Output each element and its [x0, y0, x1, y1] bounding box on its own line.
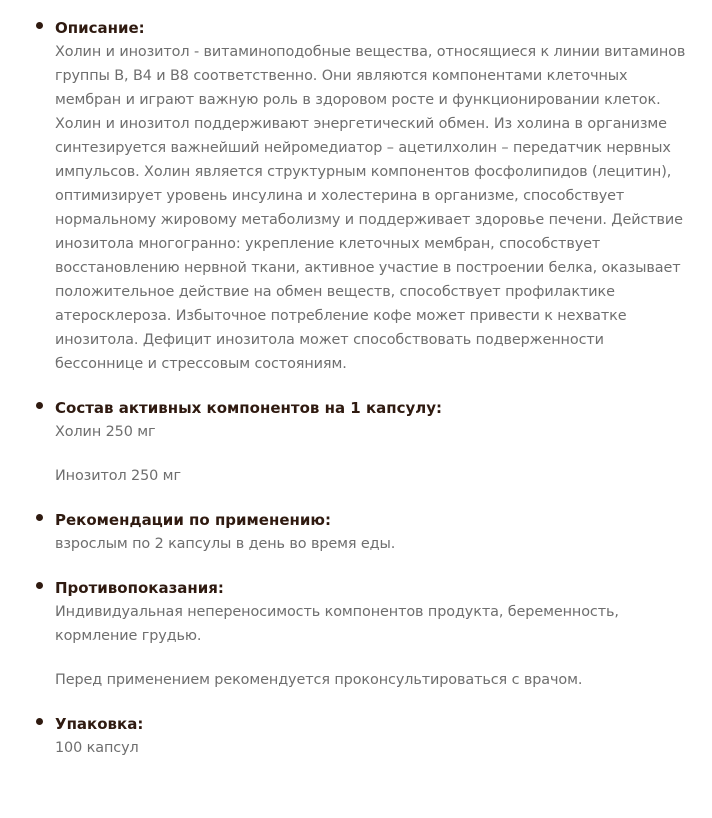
bullet-icon — [36, 22, 43, 29]
section-text: взрослым по 2 капсулы в день во время еды. — [55, 536, 396, 552]
section-composition — [0, 396, 712, 488]
section-text: Перед применением рекомендуется проконсультироваться с врачом. — [55, 672, 583, 688]
section-text: Индивидуальная непереносимость компонентов продукта, беременность, кормление грудью. — [55, 604, 619, 644]
bullet-icon — [36, 514, 43, 521]
section-packaging — [0, 712, 712, 760]
section-title: Упаковка: — [55, 715, 144, 733]
bullet-icon — [36, 582, 43, 589]
section-usage — [0, 508, 712, 556]
section-text: Холин и инозитол - витаминоподобные вещества, относящиеся к линии витаминов группы В, В4 и В8 соответственно. Они являются компонентами клеточных мембран и играют важную роль в здоровом росте и функционировании клеток. Холин и инозитол поддерживают энергетический обмен. Из холина в организме синтезируется важнейший нейромедиатор – ацетилхолин – передатчик нервных импульсов. Холин является структурным компонентов фосфолипидов (лецитин), оптимизирует уровень инсулина и холестерина в организме, способствует нормальному жировому метаболизму и поддерживает здоровье печени. Действие инозитола многогранно: укрепление клеточных мембран, способствует восстановлению нервной ткани, активное участие в построении белка, оказывает положительное действие на обмен веществ, способствует профилактике атеросклероза. Избыточное потребление кофе может привести к нехватке инозитола. Дефицит инозитола может способствовать подверженности бессоннице и стрессовым состояниям. — [55, 44, 686, 372]
section-title: Противопоказания: — [55, 579, 224, 597]
section-description — [0, 16, 712, 376]
section-title: Рекомендации по применению: — [55, 511, 331, 529]
section-text: Инозитол 250 мг — [55, 468, 181, 484]
section-text: Холин 250 мг — [55, 424, 156, 440]
bullet-icon — [36, 402, 43, 409]
section-text: 100 капсул — [55, 740, 139, 756]
section-title: Состав активных компонентов на 1 капсулу: — [55, 399, 443, 417]
section-contraindications — [0, 576, 712, 692]
bullet-icon — [36, 718, 43, 725]
section-title: Описание: — [55, 19, 145, 37]
